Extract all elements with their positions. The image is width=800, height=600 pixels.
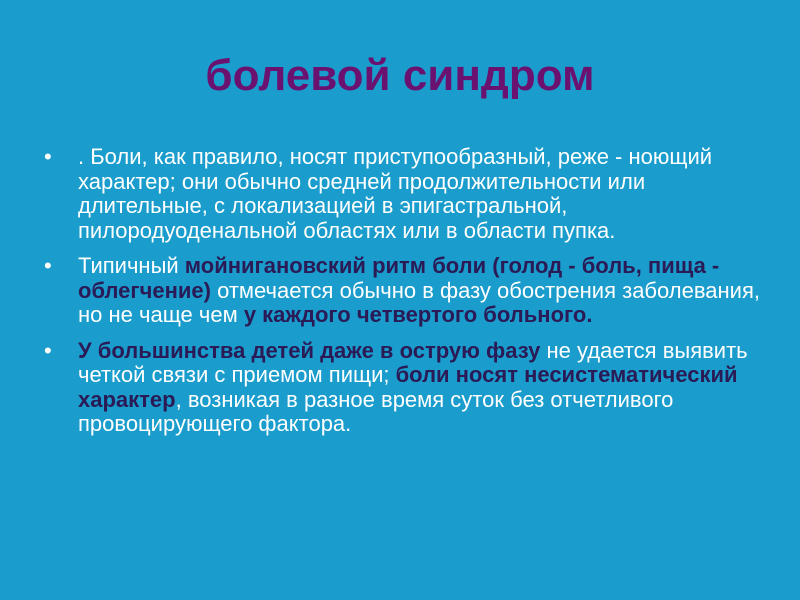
bullet-item xyxy=(40,339,760,437)
bullet-run: не удается выявить четкой связи с приемом пищи; xyxy=(78,337,748,387)
slide-title: болевой синдром xyxy=(205,51,595,100)
bullet-marker: • xyxy=(44,144,52,169)
bullet-marker: • xyxy=(44,337,52,363)
bullet-run-emphasis: У большинства детей даже в острую фазу xyxy=(78,337,541,363)
bullet-run: отмечается обычно в фазу обострения заболевания, но не чаще чем xyxy=(78,277,760,327)
bullet-list xyxy=(40,145,760,448)
bullet-marker: • xyxy=(44,253,52,278)
bullet-text xyxy=(78,339,760,437)
bullet-text xyxy=(78,254,760,328)
bullet-run-emphasis: мойнигановский ритм боли (голод - боль, пища - облегчение) xyxy=(78,253,720,303)
bullet-text xyxy=(78,145,760,243)
bullet-run-emphasis: боли носят несистематический характер xyxy=(78,362,738,412)
bullet-item xyxy=(40,254,760,328)
bullet-item xyxy=(40,145,760,243)
bullet-run: Типичный xyxy=(78,253,185,278)
bullet-run-emphasis: у каждого четвертого больного. xyxy=(243,302,593,327)
bullet-run: , возникая в разное время суток без отчетливого провоцирующего фактора. xyxy=(78,386,674,436)
bullet-run: . Боли, как правило, носят приступообразный, реже - ноющий характер; они обычно средней продолжительности или длительные, с локализацией в эпигастральной, пилородуоденальной областях или в области пупка. xyxy=(78,144,713,243)
